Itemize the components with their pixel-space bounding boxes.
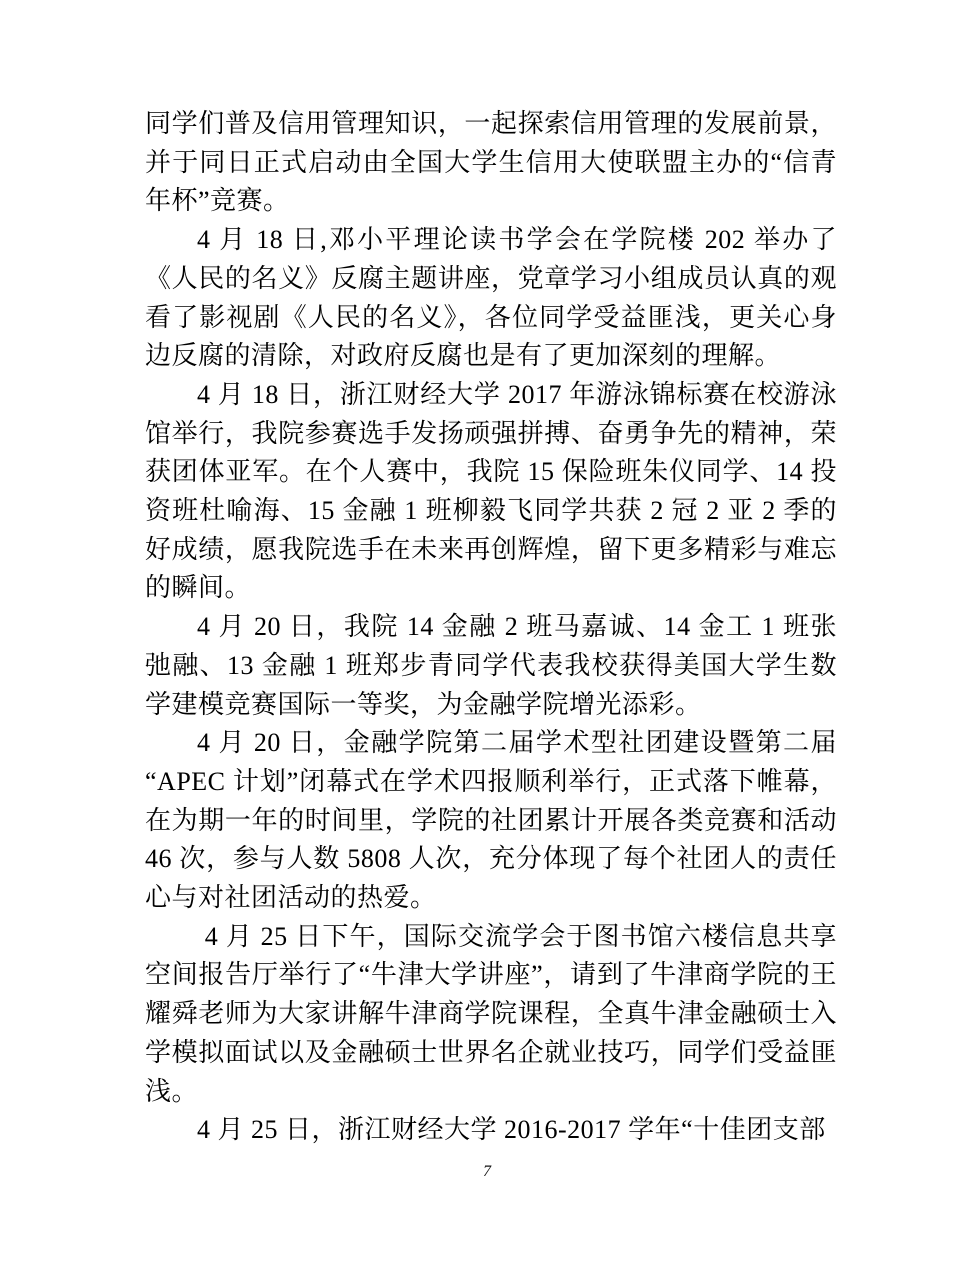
page-number: 7 xyxy=(483,1163,491,1180)
paragraph-apr20-apec: 4 月 20 日，金融学院第二届学术型社团建设暨第二届“APEC 计划”闭幕式在学术四报顺利举行，正式落下帷幕，在为期一年的时间里，学院的社团累计开展各类竞赛和活动 46 次，参与人数 5808 人次，充分体现了每个社团人的责任心与对社团活动的热爱。 xyxy=(145,728,837,913)
paragraph-continuation: 同学们普及信用管理知识，一起探索信用管理的发展前景，并于同日正式启动由全国大学生信用大使联盟主办的“信青年杯”竞赛。 xyxy=(145,109,837,216)
paragraph-apr18-lecture: 4 月 18 日,邓小平理论读书学会在学院楼 202 举办了《人民的名义》反腐主题讲座，党章学习小组成员认真的观看了影视剧《人民的名义》，各位同学受益匪浅，更关心身边反腐的清除，对政府反腐也是有了更加深刻的理解。 xyxy=(145,225,837,371)
paragraph-apr25-league: 4 月 25 日，浙江财经大学 2016-2017 学年“十佳团支部 xyxy=(197,1115,826,1145)
page-footer xyxy=(0,1163,974,1181)
paragraph-apr25-oxford: 4 月 25 日下午，国际交流学会于图书馆六楼信息共享空间报告厅举行了“牛津大学讲座”，请到了牛津商学院的王耀舜老师为大家讲解牛津商学院课程，全真牛津金融硕士入学模拟面试以及金融硕士世界名企就业技巧，同学们受益匪浅。 xyxy=(145,921,837,1106)
paragraph-apr18-swimming: 4 月 18 日，浙江财经大学 2017 年游泳锦标赛在校游泳馆举行，我院参赛选手发扬顽强拼搏、奋勇争先的精神，荣获团体亚军。在个人赛中，我院 15 保险班朱仪同学、14 投资班杜喻海、15 金融 1 班柳毅飞同学共获 2 冠 2 亚 2 季的好成绩，愿我院选手在未来再创辉煌，留下更多精彩与难忘的瞬间。 xyxy=(145,379,837,603)
document-body xyxy=(145,105,837,1150)
paragraph-apr20-math-contest: 4 月 20 日，我院 14 金融 2 班马嘉诚、14 金工 1 班张弛融、13 金融 1 班郑步青同学代表我校获得美国大学生数学建模竞赛国际一等奖，为金融学院增光添彩。 xyxy=(145,612,837,719)
